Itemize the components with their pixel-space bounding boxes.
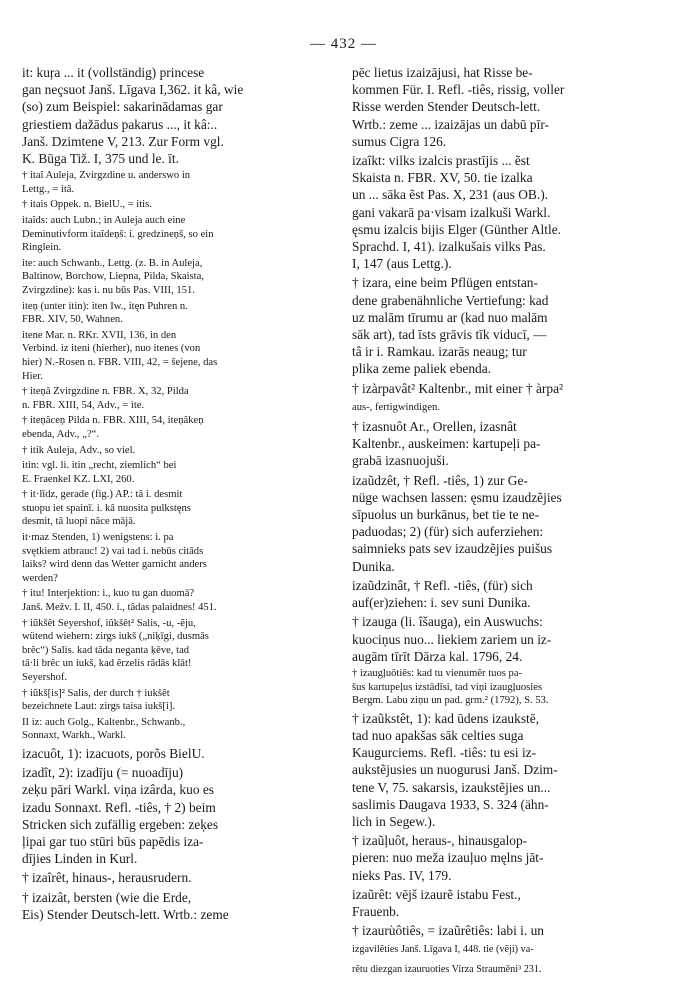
dictionary-entry [352,922,670,978]
entry-line: plika zeme paliek ebenda. [352,361,492,377]
dictionary-entry [22,198,340,212]
entry-line: pēc lietus izaizājusi, hat Risse be- [352,65,533,80]
entry-line: Seyershof. [22,672,68,683]
entry-line: it: kuŗa ... it (vollständig) princese [22,65,205,80]
entry-line: Wrtb.: zeme ... izaizājas un dabū pīr- [352,116,549,132]
entry-line: Stricken sich zufällig ergeben: zeķes [22,816,219,832]
entry-line: tâ ir i. Ramkau. izarās neaug; tur [352,344,527,360]
entry-line: paduodas; 2) (für) sich auferziehen: [352,524,544,540]
entry-line: ite: auch Schwanb., Lettg. (z. B. in Auleja, [22,257,203,269]
entry-line: Verbind. iz iteni (hierher), nuo itenes (von [22,343,201,355]
entry-line: tene V, 75. sakarsis, izaukstẽjies un... [352,779,551,795]
entry-line: Hier. [22,370,43,382]
entry-line: † itais Oppek. n. BielU., = itis. [22,199,152,211]
entry-line: † itu! Interjektion: i., kuo tu gan duomā? [22,588,195,600]
dictionary-entry [22,214,340,255]
dictionary-entry [352,832,670,884]
entry-line: dījies Linden in Kurl. [22,851,138,867]
entry-line: itene Mar. n. RKr. XVII, 136, in den [22,329,177,341]
entry-line: † iũkšêt Seyershof, iũkšêt² Salis, -u, -ẽju, [22,617,196,629]
dictionary-entry [22,889,340,923]
entry-line: ļipai gar tuo stūri būs papēdis iza- [22,833,204,849]
dictionary-entry [22,488,340,529]
dictionary-entry [22,459,340,486]
entry-line: II iz: auch Golg., Kaltenbr., Schwanb., [22,716,186,728]
entry-line: uz malām tīrumu ar (kad nuo malām [352,309,548,325]
entry-line: † iteņâceņ Pilda n. FBR. XIII, 54, iteņâkeņ [22,415,204,427]
dictionary-entry [22,869,340,886]
entry-line: † izaurùôtiês, = izaũrêtiês: labi i. un [352,923,544,939]
entry-line: stuopu iet spainī. i. kâ nuosita pulkstęns [22,502,191,514]
entry-line: desmit, tâ luopi nâce mājā. [22,516,136,528]
entry-line: izaũdzêt, † Refl. -tiês, 1) zur Ge- [352,472,528,488]
entry-line: Kaltenbr., auskeimen: kartupeļi pa- [352,436,541,452]
dictionary-entry [352,710,670,830]
entry-line: † izaizât, bersten (wie die Erde, [22,889,192,905]
entry-line: hier) N.-Rosen n. FBR. VIII, 42, = šejene, das [22,356,218,368]
dictionary-entry [22,64,340,167]
dictionary-entry [22,587,340,614]
entry-line: Eis) Stender Deutsch-lett. Wrtb.: zeme [22,906,229,922]
entry-line: sīpuolus un burkānus, bet tie te ne- [352,507,540,523]
entry-line: Bergm. Labu ziņu un pad. grm.² (1792), S. 53. [352,695,549,707]
entry-line: grabā izasnuojuši. [352,453,449,469]
dictionary-entry [352,152,670,272]
entry-line: bezeichnete Laut: zirgs taisa iukš[i]. [22,701,176,713]
dictionary-entry [352,380,670,416]
entry-line: † izasnuôt Ar., Orellen, izasnât [352,419,517,435]
dictionary-entry [22,617,340,685]
entry-line: kuociņus nuo... liekiem zariem un iz- [352,631,552,647]
dictionary-entry [22,414,340,441]
entry-line: (so) zum Beispiel: sakarinādamas gar [22,99,223,115]
dictionary-entry [22,444,340,458]
entry-line: E. Fraenkel KZ. LXI, 260. [22,473,135,485]
entry-line: kommen Für. I. Refl. -tiês, rissig, voller [352,82,565,98]
entry-line: FBR. XIV, 50, Wahnen. [22,314,123,326]
entry-line: iteņ (unter itin): iten Iw., itęn Puhren n. [22,300,188,312]
entry-line: dene grabenähnliche Vertiefung: kad [352,292,549,308]
entry-line: izgavilẽties Janš. Līgava I, 448. tie (vẽji) va- [352,944,534,956]
entry-line: auf(er)ziehen: i. sev suni Dunika. [352,595,531,611]
entry-line: griestiem dažādus pakarus ..., it kâ:.. [22,116,218,132]
entry-line: brêc“) Salis. kad tāda neganta ķēve, tad [22,644,190,656]
dictionary-entry [22,329,340,383]
page-number: — 432 — [310,36,377,52]
entry-line: Lettg., = itâ. [22,183,75,195]
entry-line: wütend wiehern: zirgs iukš („niķīgi, dusmās [22,631,209,643]
dictionary-entry [352,64,670,150]
entry-line: gan neçsuot Janš. Līgava I,362. it kâ, wie [22,82,244,98]
entry-line: itin: vgl. li. itin „recht, ziemlich“ bei [22,460,177,472]
dictionary-entry [22,385,340,412]
entry-line: K. Būga Tiž. I, 375 und le. īt. [22,151,179,167]
entry-line: † izara, eine beim Pflügen entstan- [352,275,538,291]
entry-line: zeķu pāri Warkl. viņa izârda, kuo es [22,782,215,798]
entry-line: izaîkt: vilks izalcis prastījis ... ẽst [352,153,530,169]
entry-line: Janš. Dzimtene V, 213. Zur Form vgl. [22,133,224,149]
entry-line: n. FBR. XIII, 54, Adv., = ite. [22,399,145,411]
entry-line: nieks Pas. IV, 179. [352,867,452,883]
entry-line: werden? [22,572,58,584]
entry-line: Dunika. [352,558,395,574]
entry-line: † izaũļuôt, heraus-, hinausgalop- [352,833,528,849]
dictionary-entry [352,577,670,611]
entry-line: ebenda, Adv., „?“. [22,428,99,440]
entry-line: gani vakarā pa·visam izalkuši Warkl. [352,204,551,220]
entry-line: aus-, fertigwindigen. [352,401,440,413]
entry-line: Sprachd. I, 41). izalkušais vilks Pas. [352,239,546,255]
dictionary-entry [22,300,340,327]
entry-line: sāk art), tad īsts grāvis tīk viducī, — [352,327,547,343]
dictionary-entry [352,418,670,470]
entry-line: Zvirgzdine): kas i. nu būs Pas. VIII, 151. [22,284,195,296]
entry-line: ęsmu izalcis bijis Elger (Günther Altle. [352,221,561,237]
entry-line: † izaugļuôtiês: kad tu vienumẽr tuos pa- [352,667,523,679]
entry-line: izacuôt, 1): izacuots, porõs BielU. [22,745,205,761]
dictionary-entry [22,745,340,762]
entry-line: izaũrêt: vējš izaurẽ istabu Fest., [352,886,521,902]
entry-line: laiks? wird denn das Wetter garnicht anders [22,559,207,571]
entry-line: tā·li brêc un iukš, kad ẽrzelis rādās klāt! [22,658,192,670]
entry-line: itaîds: auch Lubn.; in Auleja auch eine [22,215,186,226]
entry-line: † izàrpavât² Kaltenbr., mit einer † àrpa² [352,380,564,396]
entry-line: augām tīrīt Dārza kal. 1796, 24. [352,648,523,664]
entry-line: Sonnaxt, Warkh., Warkl. [22,730,126,742]
entry-line: I, 147 (aus Lettg.). [352,256,452,272]
entry-line: svętkiem atbrauc! 2) vai tad i. nebūs citâds [22,545,204,557]
dictionary-entry [22,169,340,196]
dictionary-entry [352,667,670,708]
dictionary-entry [352,472,670,575]
entry-line: Kaugurciems. Refl. -tiês: tu esi iz- [352,745,537,761]
dictionary-entry [22,764,340,867]
entry-line: rẽtu diezgan izauruoties Virza Straumēni³ 231. [352,963,542,975]
entry-line: sumus Cigra 126. [352,133,447,149]
entry-line: † izauga (li. îšauga), ein Auswuchs: [352,614,543,630]
dictionary-entry [22,716,340,743]
entry-line: izaũdzinât, † Refl. -tiês, (für) sich [352,577,533,593]
entry-line: Deminutivform itaîdeņš: i. gredzineņš, so ein [22,228,214,240]
entry-line: saslimis Daugava 1933, S. 324 (ähn- [352,796,549,812]
dictionary-entry [352,274,670,377]
entry-line: Risse werden Stender Deutsch-lett. [352,99,541,115]
entry-line: šus kartupeļus izstādīsi, tad viņi izaugļuosies [352,681,543,693]
entry-line: tad nuo apakšas sāk celties suga [352,727,524,743]
entry-line: pieren: nuo meža izauļuo męlns jāt- [352,850,544,866]
entry-line: † izaũkstêt, 1): kad ūdens izaukstē, [352,710,540,726]
entry-line: Frauenb. [352,903,400,919]
entry-line: Ringlein. [22,242,62,254]
entry-line: Baltinow, Borchow, Liepna, Pilda, Skaista, [22,271,204,283]
entry-line: it·maz Stenden, 1) wenigstens: i. pa [22,532,174,544]
entry-line: † iũkš[is]² Salis, der durch † iukšêt [22,687,170,699]
dictionary-entry [22,687,340,714]
entry-line: un ... sāka ẽst Pas. X, 231 (aus OB.). [352,187,549,203]
dictionary-column-right [352,64,670,980]
entry-line: aukstẽjusies un nuogurusi Janš. Dzim- [352,762,558,778]
entry-line: † itaî Auleja, Zvirgzdine u. anderswo in [22,170,191,182]
entry-line: saimnieks pats sev izaudzẽjies puišus [352,541,553,557]
dictionary-column-left [22,64,340,925]
entry-line: † it·līdz, gerade (fig.) AP.: tâ i. desmit [22,489,183,501]
entry-line: lich in Segew.). [352,813,436,829]
dictionary-entry [22,531,340,585]
entry-line: nüge wachsen lassen: ęsmu izaudzẽjies [352,489,562,505]
entry-line: Janš. Mežv. I. II, 450. i., tâdas palaidnes! 451. [22,602,217,614]
entry-line: † itik Auleja, Adv., so viel. [22,444,136,456]
dictionary-entry [22,257,340,298]
dictionary-entry [352,613,670,665]
entry-line: † izaîrêt, hinaus-, herausrudern. [22,870,192,886]
entry-line: † iteņâ Zvirgzdine n. FBR. X, 32, Pilda [22,386,189,398]
entry-line: izadît, 2): izadīju (= nuoadīju) [22,765,184,781]
entry-line: izadu Sonnaxt. Refl. -tiês, † 2) beim [22,799,216,815]
entry-line: Skaista n. FBR. XV, 50. tie izalka [352,170,533,186]
dictionary-entry [352,886,670,920]
